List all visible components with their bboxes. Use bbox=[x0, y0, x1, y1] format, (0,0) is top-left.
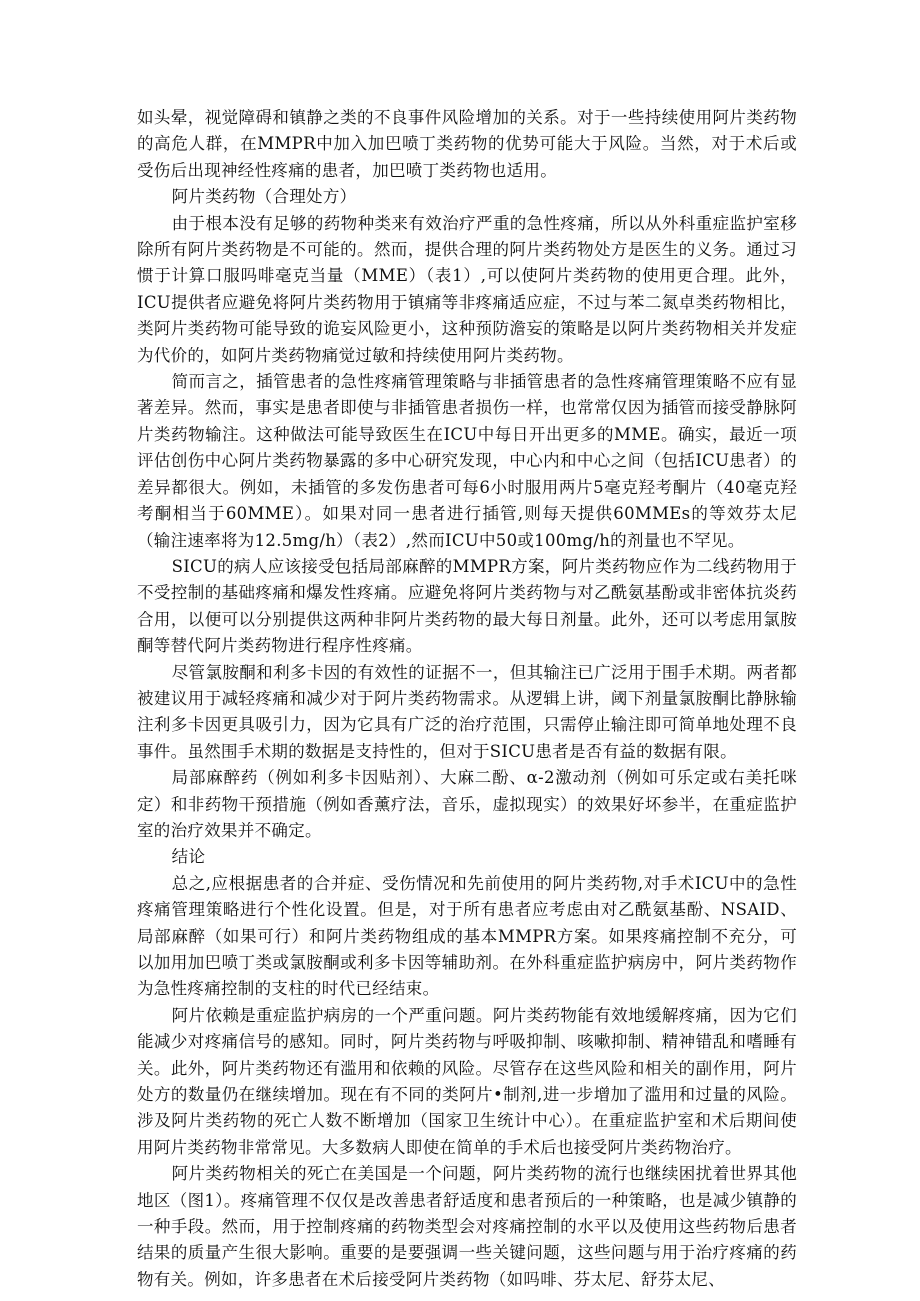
paragraph-opioid-dependence: 阿片依赖是重症监护病房的一个严重问题。阿片类药物能有效地缓解疼痛，因为它们能减少对疼痛信号的感知。同时，阿片类药物与呼吸抑制、咳嗽抑制、精神错乱和嗜睡有关。此外，阿片类药物还有滥用和依赖的风险。尽管存在这些风险和相关的副作用，阿片处方的数量仍在继续增加。现在有不同的类阿片•制剂,进一步增加了滥用和过量的风险。涉及阿片类药物的死亡人数不断增加（国家卫生统计中心）。在重症监护室和术后期间使用阿片类药物非常常见。大多数病人即使在简单的手术后也接受阿片类药物治疗。 bbox=[137, 1005, 797, 1157]
paragraph-intubated-patients: 简而言之，插管患者的急性疼痛管理策略与非插管患者的急性疼痛管理策略不应有显著差异。然而，事实是患者即使与非插管患者损伤一样，也常常仅因为插管而接受静脉阿片类药物输注。这种做法可能导致医生在ICU中每日开出更多的MME。确实，最近一项评估创伤中心阿片类药物暴露的多中心研究发现，中心内和中心之间（包括ICU患者）的差异都很大。例如，未插管的多发伤患者可每6小时服用两片5毫克羟考酮片（40毫克羟考酮相当于60MME）。如果对同一患者进行插管,则每天提供60MMEs的等效芬太尼（输注速率将为12.5mg/h）（表2）,然而ICU中50或100mg/h的剂量也不罕见。 bbox=[137, 372, 797, 550]
paragraph-sicu-mmpr: SICU的病人应该接受包括局部麻醉的MMPR方案，阿片类药物应作为二线药物用于不受控制的基础疼痛和爆发性疼痛。应避免将阿片类药物与对乙酰氨基酚或非密体抗炎药合用，以便可以分别提供这两种非阿片类药物的最大每日剂量。此外，还可以考虑用氯胺酮等替代阿片类药物进行程序性疼痛。 bbox=[137, 556, 797, 656]
paragraph-opioid-deaths: 阿片类药物相关的死亡在美国是一个问题，阿片类药物的流行也继续困扰着世界其他地区（图1）。疼痛管理不仅仅是改善患者舒适度和患者预后的一种策略，也是减少镇静的一种手段。然而，用于控制疼痛的药物类型会对疼痛控制的水平以及使用这些药物后患者结果的质量产生很大影响。重要的是要强调一些关键问题，这些问题与用于治疗疼痛的药物有关。例如，许多患者在术后接受阿片类药物（如吗啡、芬太尼、舒芬太尼、 bbox=[137, 1164, 797, 1289]
paragraph-continuation: 如头晕，视觉障碍和镇静之类的不良事件风险增加的关系。对于一些持续使用阿片类药物的高危人群，在MMPR中加入加巴喷丁类药物的优势可能大于风险。当然，对于术后或受伤后出现神经性疼痛的患者，加巴喷丁类药物也适用。 bbox=[137, 108, 797, 180]
section-heading-opioids: 阿片类药物（合理处方） bbox=[171, 187, 357, 207]
paragraph-summary: 总之,应根据患者的合并症、受伤情况和先前使用的阿片类药物,对手术ICU中的急性疼痛管理策略进行个性化设置。但是，对于所有患者应考虑由对乙酰氨基酚、NSAID、局部麻醉（如果可行）和阿片类药物组成的基本MMPR方案。如果疼痛控制不充分，可以加用加巴喷丁类或氯胺酮或利多卡因等辅助剂。在外科重症监护病房中，阿片类药物作为急性疼痛控制的支柱的时代已经结束。 bbox=[137, 873, 797, 999]
document-page bbox=[137, 105, 797, 1293]
paragraph-opioid-prescribing: 由于根本没有足够的药物种类来有效治疗严重的急性疼痛，所以从外科重症监护室移除所有阿片类药物是不可能的。然而，提供合理的阿片类药物处方是医生的义务。通过习惯于计算口服吗啡毫克当量（MME）（表1）,可以使阿片类药物的使用更合理。此外，ICU提供者应避免将阿片类药物用于镇痛等非疼痛适应症，不过与苯二氮卓类药物相比，类阿片类药物可能导致的诡妄风险更小，这种预防澹妄的策略是以阿片类药物相关并发症为代价的，如阿片类药物痛觉过敏和持续使用阿片类药物。 bbox=[137, 213, 797, 365]
section-heading-conclusion: 结论 bbox=[171, 847, 206, 867]
paragraph-local-anesthetics: 局部麻醉药（例如利多卡因贴剂）、大麻二酚、α-2激动剂（例如可乐定或右美托咪定）和非药物干预措施（例如香薰疗法，音乐，虚拟现实）的效果好坏参半，在重症监护室的治疗效果并不确定。 bbox=[137, 768, 797, 840]
paragraph-ketamine-lidocaine: 尽管氯胺酮和利多卡因的有效性的证据不一，但其输注已广泛用于围手术期。两者都被建议用于减轻疼痛和减少对于阿片类药物需求。从逻辑上讲，阈下剂量氯胺酮比静脉输注利多卡因更具吸引力，因为它具有广泛的治疗范围，只需停止输注即可简单地处理不良事件。虽然围手术期的数据是支持性的，但对于SICU患者是否有益的数据有限。 bbox=[137, 662, 797, 761]
